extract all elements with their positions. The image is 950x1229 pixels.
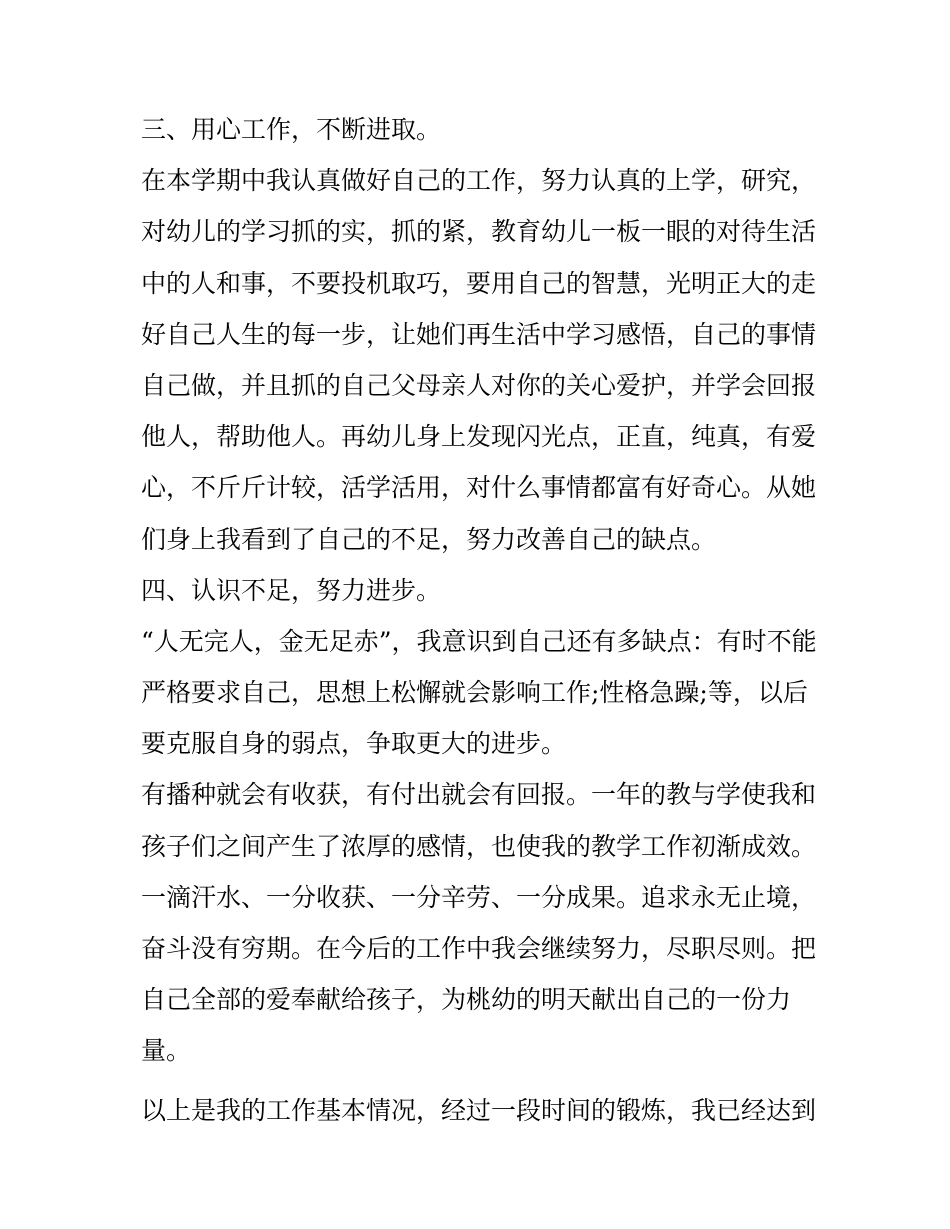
paragraph-line: 对幼儿的学习抓的实，抓的紧，教育幼儿一板一眼的对待生活 xyxy=(141,217,817,247)
paragraph-line: 奋斗没有穷期。在今后的工作中我会继续努力，尽职尽则。把 xyxy=(141,934,817,963)
document-body xyxy=(141,104,817,1136)
paragraph-line: 以上是我的工作基本情况，经过一段时间的锻炼，我已经达到 xyxy=(141,1095,817,1125)
paragraph-gap xyxy=(141,1077,813,1085)
paragraph-line: 有播种就会有收获，有付出就会有回报。一年的教与学使我和 xyxy=(141,780,817,810)
paragraph-line: 中的人和事，不要投机取巧，要用自己的智慧，光明正大的走 xyxy=(141,268,817,298)
paragraph-line: 要克服自身的弱点，争取更大的进步。 xyxy=(141,729,567,759)
paragraph-line: 在本学期中我认真做好自己的工作，努力认真的上学，研究， xyxy=(141,166,817,196)
paragraph-line: 严格要求自己，思想上松懈就会影响工作;性格急躁;等，以后 xyxy=(141,678,808,708)
section-heading-4: 四、认识不足，努力进步。 xyxy=(141,575,442,605)
paragraph-line: 好自己人生的每一步，让她们再生活中学习感悟，自己的事情 xyxy=(141,319,817,349)
section-heading-3: 三、用心工作，不断进取。 xyxy=(141,115,442,144)
paragraph-line: 自己做，并且抓的自己父母亲人对你的关心爱护，并学会回报 xyxy=(141,370,817,400)
paragraph-line: 他人，帮助他人。再幼儿身上发现闪光点，正直，纯真，有爱 xyxy=(141,422,817,452)
paragraph-line: “人无完人，金无足赤”，我意识到自己还有多缺点：有时不能 xyxy=(141,626,817,656)
paragraph-line: 量。 xyxy=(141,1036,192,1066)
paragraph-line: 孩子们之间产生了浓厚的感情，也使我的教学工作初渐成效。 xyxy=(141,831,817,861)
paragraph-line: 自己全部的爱奉献给孩子，为桃幼的明天献出自己的一份力 xyxy=(141,985,792,1015)
paragraph-line: 们身上我看到了自己的不足，努力改善自己的缺点。 xyxy=(141,524,717,554)
paragraph-line: 心，不斤斤计较，活学活用，对什么事情都富有好奇心。从她 xyxy=(141,473,817,503)
paragraph-line: 一滴汗水、一分收获、一分辛劳、一分成果。追求永无止境， xyxy=(141,882,817,912)
